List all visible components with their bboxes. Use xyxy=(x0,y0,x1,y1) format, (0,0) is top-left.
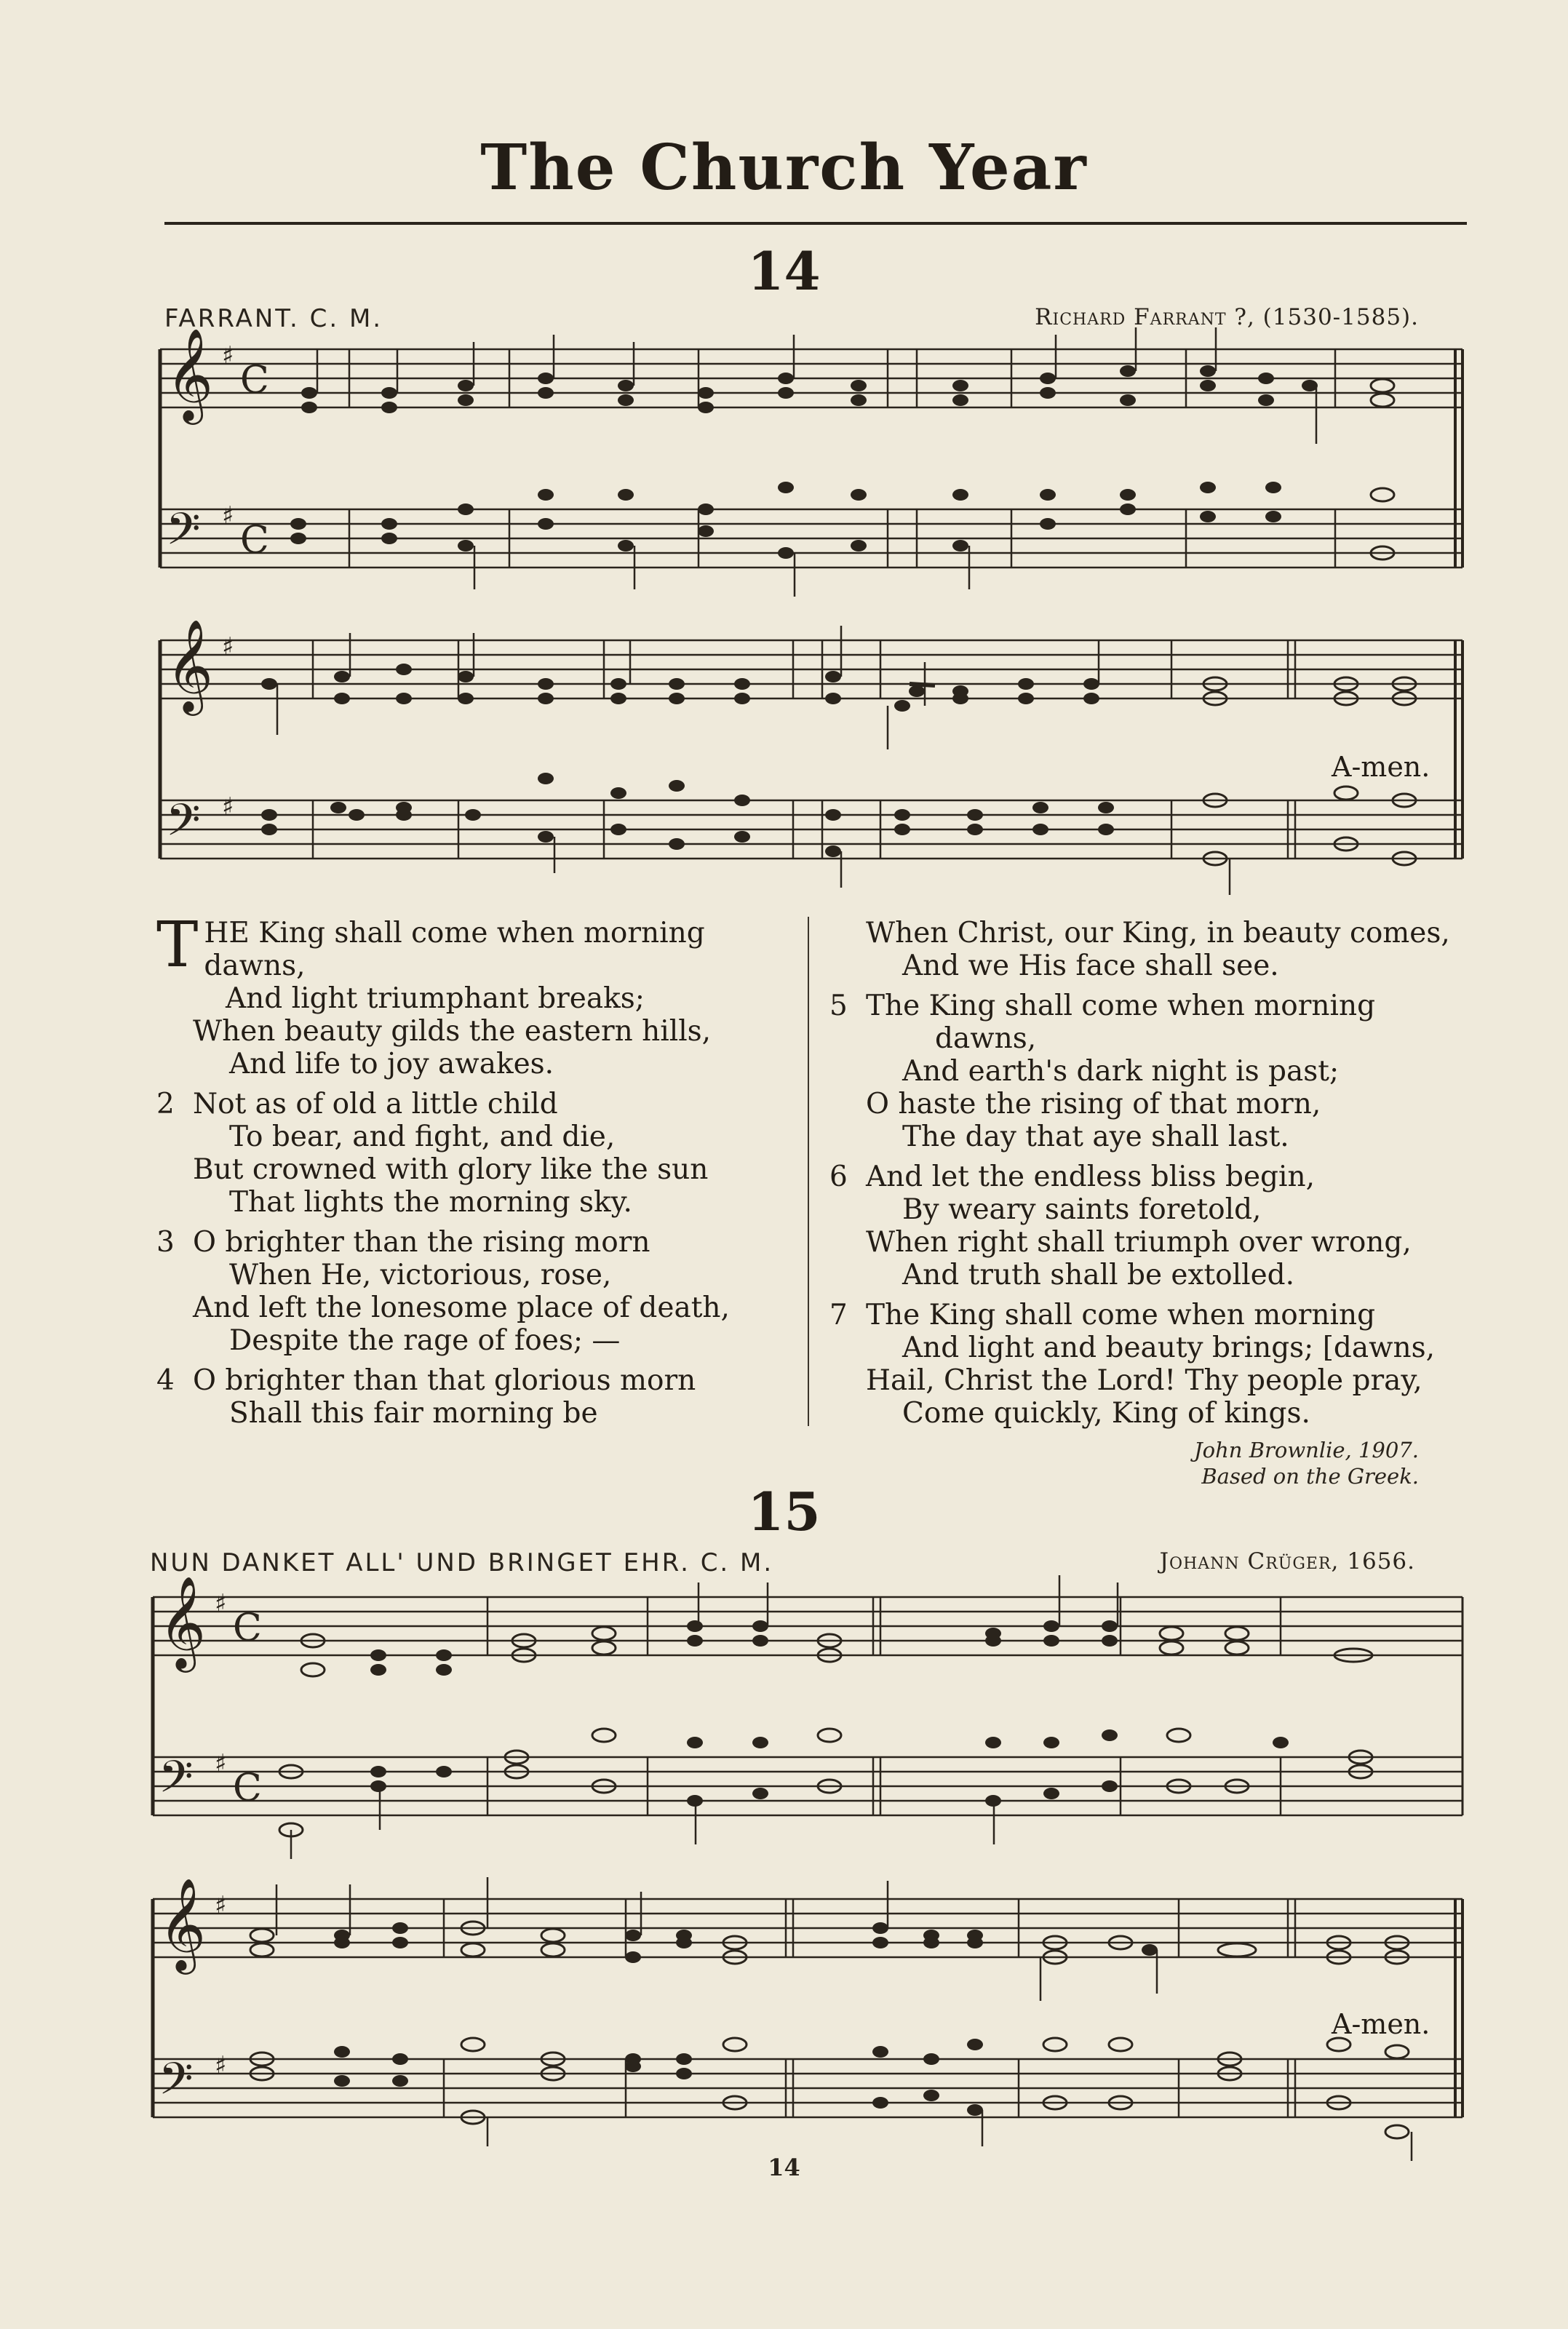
svg-text:♯: ♯ xyxy=(215,1749,227,1778)
verse-line: But crowned with glory like the sun xyxy=(193,1153,709,1186)
hymn-15-amen: A-men. xyxy=(1332,2008,1430,2040)
author-line: Based on the Greek. xyxy=(1201,1464,1419,1489)
verse-line: When right shall triumph over wrong, xyxy=(866,1226,1412,1259)
verse-line: By weary saints foretold, xyxy=(902,1193,1262,1226)
hymn-14-verses-right xyxy=(829,917,1470,1489)
verse-line: And light and beauty brings; [dawns, xyxy=(902,1331,1436,1364)
verse-4-continued xyxy=(829,917,1470,982)
verse-line: When Christ, our King, in beauty comes, xyxy=(866,917,1450,949)
hymn-14-number: 14 xyxy=(747,240,821,302)
verse-line: The King shall come when morning xyxy=(866,1299,1376,1331)
hymn-14-composer: Richard Farrant ?, (1530-1585). xyxy=(1035,304,1419,330)
svg-text:𝄞: 𝄞 xyxy=(166,327,214,421)
hymn-15-composer: Johann Crüger, 1656. xyxy=(1159,1548,1415,1574)
verse-6 xyxy=(829,1160,1470,1291)
verse-line: And truth shall be extolled. xyxy=(902,1259,1295,1291)
hymn-15-number: 15 xyxy=(747,1481,821,1542)
svg-text:♯: ♯ xyxy=(222,632,234,661)
hymn-15-score-system-1 xyxy=(146,1575,1477,1859)
verse-line: HE King shall come when morning xyxy=(204,917,705,949)
hymn-15-score-system-2 xyxy=(146,1877,1477,2161)
verse-2 xyxy=(156,1088,797,1219)
svg-text:𝄞: 𝄞 xyxy=(159,1575,207,1668)
verse-line: To bear, and fight, and die, xyxy=(229,1120,616,1153)
svg-text:♯: ♯ xyxy=(222,792,234,821)
svg-text:𝄢: 𝄢 xyxy=(159,2053,194,2116)
verse-1-dropcap: T xyxy=(156,909,199,982)
svg-text:♯: ♯ xyxy=(222,501,234,530)
verse-line: And let the endless bliss begin, xyxy=(866,1160,1316,1193)
verse-line: That lights the morning sky. xyxy=(229,1186,632,1219)
svg-text:♯: ♯ xyxy=(222,341,234,370)
header-rule xyxy=(164,222,1467,225)
verse-1 xyxy=(156,909,797,1080)
svg-text:C: C xyxy=(233,1767,262,1810)
verse-line: Not as of old a little child xyxy=(193,1088,558,1120)
hymn-14-score-system-1 xyxy=(153,327,1477,611)
verse-number: 4 xyxy=(156,1364,175,1397)
author-line: John Brownlie, 1907. xyxy=(1194,1438,1419,1462)
hymn-14-verses-left xyxy=(156,909,797,1437)
verse-5 xyxy=(829,990,1470,1153)
column-divider xyxy=(808,917,809,1426)
verse-line: And light triumphant breaks; xyxy=(226,982,645,1015)
svg-text:C: C xyxy=(240,359,269,402)
verse-line: Come quickly, King of kings. xyxy=(902,1397,1310,1430)
verse-number: 6 xyxy=(829,1160,848,1193)
verse-3 xyxy=(156,1226,797,1357)
verse-line: Hail, Christ the Lord! Thy people pray, xyxy=(866,1364,1422,1397)
page-title: The Church Year xyxy=(480,131,1088,204)
verse-7 xyxy=(829,1299,1470,1430)
verse-line: When beauty gilds the eastern hills, xyxy=(193,1015,712,1048)
page-number: 14 xyxy=(768,2154,800,2181)
hymn-14-score-system-2 xyxy=(153,618,1477,902)
svg-text:𝄢: 𝄢 xyxy=(159,1751,194,1814)
verse-line: And life to joy awakes. xyxy=(229,1048,554,1080)
verse-line: dawns, xyxy=(204,949,306,982)
verse-line: Despite the rage of foes; — xyxy=(229,1324,621,1357)
verse-line: O haste the rising of that morn, xyxy=(866,1088,1321,1120)
hymn-15-tune: NUN DANKET ALL' UND BRINGET EHR. C. M. xyxy=(150,1548,774,1577)
hymn-14-amen: A-men. xyxy=(1332,751,1430,783)
verse-line: dawns, xyxy=(935,1022,1037,1055)
svg-text:𝄢: 𝄢 xyxy=(166,503,201,566)
svg-text:𝄢: 𝄢 xyxy=(166,795,201,857)
verse-line: O brighter than that glorious morn xyxy=(193,1364,696,1397)
verse-number: 7 xyxy=(829,1299,848,1331)
verse-line: The day that aye shall last. xyxy=(902,1120,1289,1153)
verse-line: When He, victorious, rose, xyxy=(229,1259,612,1291)
verse-line: And left the lonesome place of death, xyxy=(193,1291,730,1324)
svg-text:C: C xyxy=(240,519,269,562)
svg-text:C: C xyxy=(233,1607,262,1650)
svg-text:♯: ♯ xyxy=(215,2051,227,2080)
verse-number: 3 xyxy=(156,1226,175,1259)
svg-text:𝄞: 𝄞 xyxy=(166,618,214,712)
verse-number: 5 xyxy=(829,990,848,1022)
hymn-14-tune: FARRANT. C. M. xyxy=(164,304,383,333)
svg-text:𝄞: 𝄞 xyxy=(159,1877,207,1970)
verse-line: And earth's dark night is past; xyxy=(902,1055,1340,1088)
svg-text:♯: ♯ xyxy=(215,1589,227,1618)
svg-text:♯: ♯ xyxy=(215,1891,227,1920)
verse-line: O brighter than the rising morn xyxy=(193,1226,650,1259)
verse-line: And we His face shall see. xyxy=(902,949,1279,982)
verse-number: 2 xyxy=(156,1088,175,1120)
verse-4 xyxy=(156,1364,797,1430)
verse-line: The King shall come when morning xyxy=(866,990,1376,1022)
verse-line: Shall this fair morning be xyxy=(229,1397,598,1430)
